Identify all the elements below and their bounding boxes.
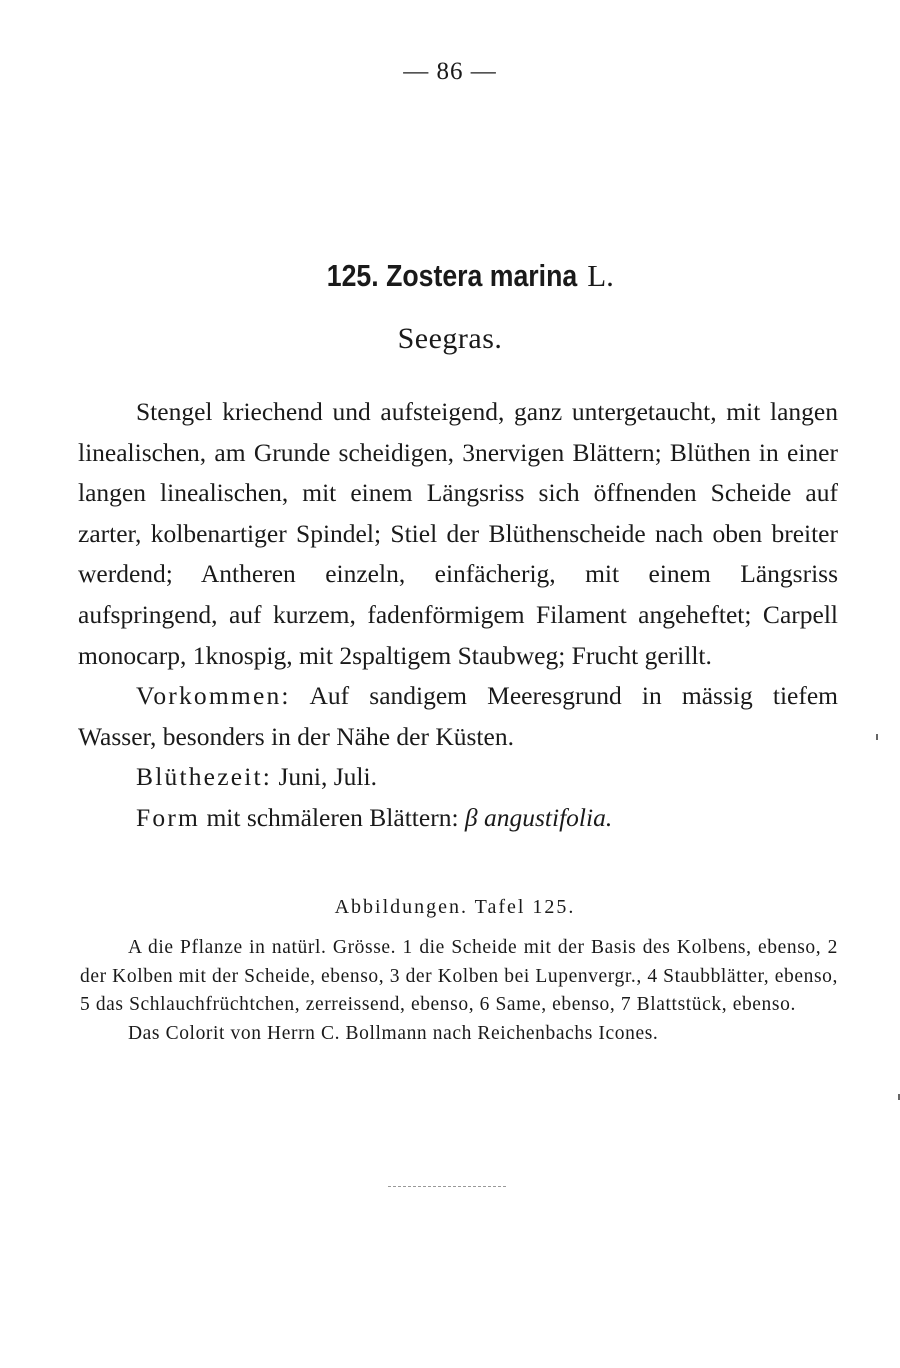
occurrence-label: Vorkommen: (136, 681, 291, 711)
form-variety: β angustifolia. (464, 802, 613, 832)
illustrations-heading: Abbildungen. Tafel 125. (334, 896, 576, 918)
form-paragraph (78, 798, 838, 839)
species-author: L. (587, 258, 614, 293)
form-text: mit schmäleren Blättern: (206, 802, 459, 832)
occurrence-text: Auf sandigem Meeresgrund in mässig tiefem Wasser, besonders in der Nähe der Küsten. (78, 681, 838, 751)
divider-rule (388, 1186, 506, 1187)
illustrations-credit: Das Colorit von Herrn C. Bollmann nach Reichenbachs Icones. (128, 1022, 659, 1044)
description-paragraph: Stengel kriechend und aufsteigend, ganz untergetaucht, mit langen linealischen, am Grunde scheidigen, 3nervigen Blättern; Blüthen in einer langen linealischen, mit einem Längsriss sich öffnenden Scheide auf zarter, kolbenartiger Spindel; Stiel der Blüthenscheide nach oben breiter werdend; Antheren einzeln, einfächerig, mit einem Längsriss aufspringend, auf kurzem, fadenförmigem Filament angeheftet; Carpell monocarp, 1knospig, mit 2spaltigem Staubweg; Frucht gerillt. (78, 397, 838, 670)
page-number: — 86 — (403, 58, 497, 85)
illustrations-text: A die Pflanze in natürl. Grösse. 1 die Scheide mit der Basis des Kolbens, ebenso, 2 der Kolben mit der Scheide, ebenso, 3 der Kolben bei Lupenvergr., 4 Staubblätter, ebenso, 5 das Schlauchfrüchtchen, zerreissend, ebenso, 6 Same, ebenso, 7 Blattstück, ebenso. (80, 937, 838, 1016)
flowering-paragraph (78, 757, 838, 798)
species-description (78, 392, 838, 839)
flowering-text: Juni, Juli. (278, 762, 377, 792)
flowering-label: Blüthezeit: (136, 762, 273, 792)
margin-mark (876, 734, 878, 740)
illustrations-legend (80, 934, 838, 1048)
form-label: Form (136, 802, 201, 832)
species-name: 125. Zostera marina (326, 258, 578, 293)
species-title (0, 258, 900, 294)
occurrence-paragraph (78, 676, 838, 757)
common-name: Seegras. (397, 322, 503, 355)
